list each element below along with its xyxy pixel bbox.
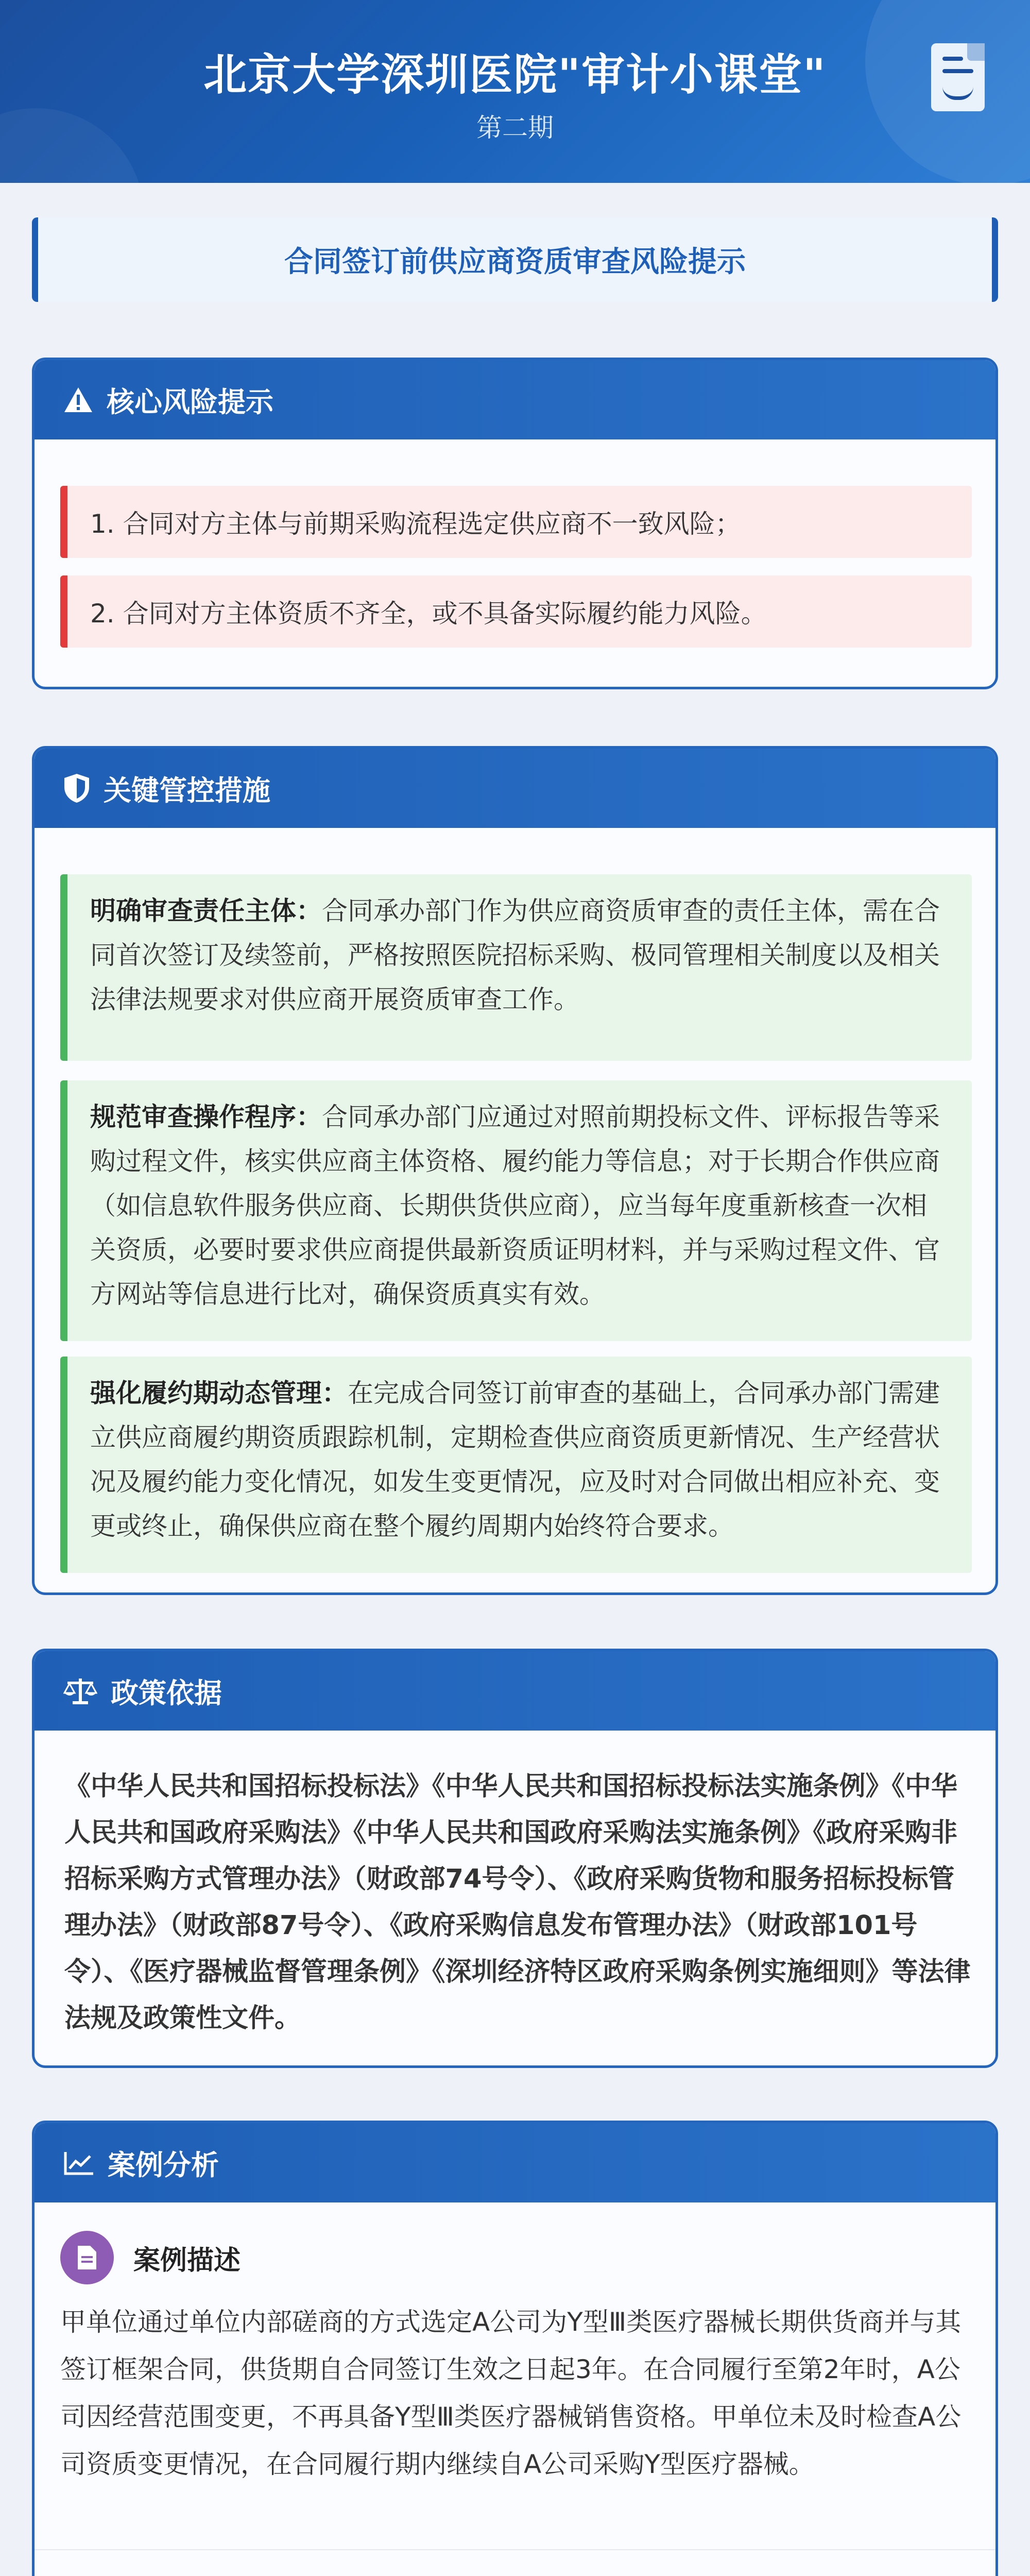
measure-label: 规范审查操作程序： — [90, 1102, 322, 1132]
topic-banner: 合同签订前供应商资质审查风险提示 — [32, 217, 998, 302]
risk-card-title: 核心风险提示 — [107, 385, 273, 418]
measure-label: 强化履约期动态管理： — [90, 1378, 348, 1408]
document-chart-icon — [931, 43, 985, 111]
policy-card — [32, 1649, 998, 2068]
measure-text: 合同承办部门作为供应商资质审查的责任主体，需在合同首次签订及续签前，严格按照医院招标采购、极同管理相关制度以及相关法律法规要求对供应商开展资质审查工作。 — [90, 896, 940, 1014]
page-subtitle: 第二期 — [476, 113, 554, 143]
risk-item: 1. 合同对方主体与前期采购流程选定供应商不一致风险； — [60, 486, 972, 558]
shield-icon — [63, 773, 90, 804]
measure-item — [60, 1080, 972, 1341]
case-card-title: 案例分析 — [108, 2148, 219, 2181]
scale-icon — [63, 1676, 97, 1705]
measures-card-header — [35, 749, 995, 828]
page-title: 北京大学深圳医院"审计小课堂" — [203, 49, 827, 100]
measure-item — [60, 874, 972, 1061]
policy-text: 《中华人民共和国招标投标法》《中华人民共和国招标投标法实施条例》《中华人民共和国政府采购法》《中华人民共和国政府采购法实施条例》《政府采购非招标采购方式管理办法》（财政部74号令）、《政府采购货物和服务招标投标管理办法》（财政部87号令）、《政府采购信息发布管理办法》（财政部101号令）、《医疗器械监督管理条例》《深圳经济特区政府采购条例实施细则》等法律法规及政策性文件。 — [64, 1771, 971, 2033]
case-card-header — [35, 2123, 995, 2202]
measure-text: 在完成合同签订前审查的基础上，合同承办部门需建立供应商履约期资质跟踪机制，定期检查供应商资质更新情况、生产经营状况及履约能力变化情况，如发生变更情况，应及时对合同做出相应补充、变更或终止，确保供应商在整个履约周期内始终符合要求。 — [90, 1378, 940, 1541]
case-card — [32, 2121, 998, 2576]
page-header — [0, 0, 1030, 183]
measures-card — [32, 746, 998, 1595]
file-icon — [60, 2231, 114, 2284]
risk-item: 2. 合同对方主体资质不齐全，或不具备实际履约能力风险。 — [60, 575, 972, 648]
measure-text: 合同承办部门应通过对照前期投标文件、评标报告等采购过程文件，核实供应商主体资格、履约能力等信息；对于长期合作供应商（如信息软件服务供应商、长期供货供应商），应当每年度重新核查一次相关资质，必要时要求供应商提供最新资质证明材料，并与采购过程文件、官方网站等信息进行比对，确保资质真实有效。 — [90, 1102, 940, 1309]
policy-card-header — [35, 1651, 995, 1731]
case-description-heading — [60, 2229, 241, 2286]
case-description-text: 甲单位通过单位内部磋商的方式选定A公司为Y型Ⅲ类医疗器械长期供货商并与其签订框架合同，供货期自合同签订生效之日起3年。在合同履行至第2年时，A公司因经营范围变更，不再具备Y型Ⅲ类医疗器械销售资格。甲单位未及时检查A公司资质变更情况，在合同履行期内继续自A公司采购Y型医疗器械。 — [60, 2307, 962, 2479]
measure-label: 明确审查责任主体： — [90, 896, 322, 926]
risk-card — [32, 358, 998, 689]
risk-card-header — [35, 360, 995, 439]
policy-card-title: 政策依据 — [111, 1676, 222, 1709]
case-description-title: 案例描述 — [133, 2245, 241, 2276]
measures-card-title: 关键管控措施 — [104, 774, 270, 807]
section-divider — [35, 2549, 995, 2550]
warning-icon — [63, 386, 93, 413]
measure-item — [60, 1357, 972, 1573]
chart-line-icon — [63, 2150, 94, 2176]
